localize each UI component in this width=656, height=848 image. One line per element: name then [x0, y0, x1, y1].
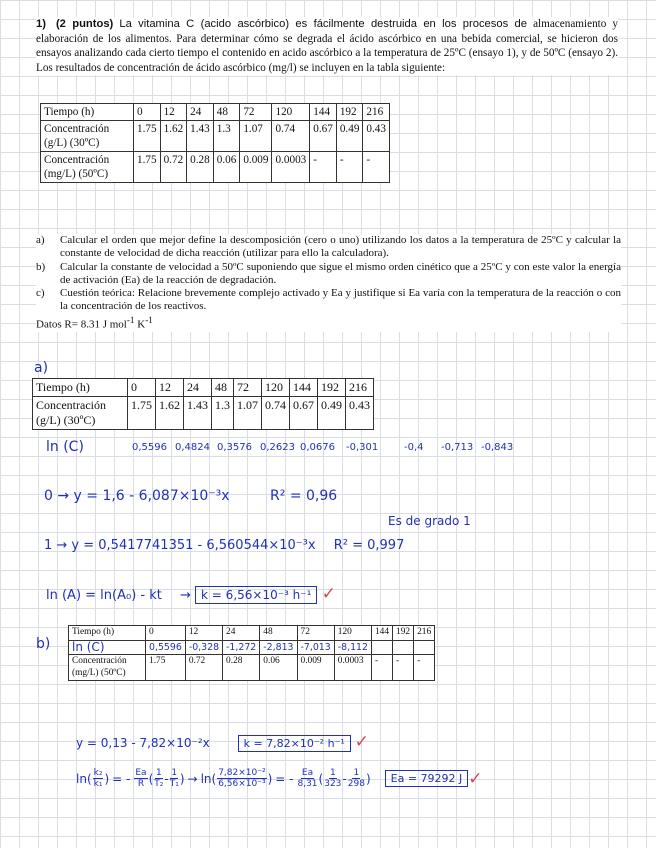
k-result-box-a: k = 6,56×10⁻³ h⁻¹ [195, 586, 317, 604]
k-result-box-b: k = 7,82×10⁻² h⁻¹ [238, 735, 351, 752]
problem-intro: La vitamina C (acido ascórbico) es fácilmente destruida en los procesos de [119, 18, 527, 30]
order0-fit: 0 → y = 1,6 - 6,087×10⁻³x R² = 0,96 [44, 488, 338, 504]
question-b: b) Calcular la constante de velocidad a 50ºC suponiendo que sigue el mismo orden cinético que a 25ºC y con este valor la energía de activación (Ea) de la reacción de degradación. [36, 260, 621, 286]
question-list [36, 234, 621, 332]
answer-a-table [32, 378, 374, 430]
ln-label: ln (C) [46, 439, 84, 455]
answer-b-label: b) [36, 636, 51, 652]
table-row: Tiempo (h) 0 12 24 48 72 120 144 192 216 [69, 626, 435, 641]
constants-line: Datos R= 8.31 J mol$^{-1}$ $K^{-1}$ [36, 314, 153, 331]
check-mark-icon: ✓ [321, 584, 336, 604]
question-c: c) Cuestión teórica: Relacione brevemente complejo activado y Ea y justifique si Ea varía con la temperatura de la reacción o con la concentración de los reactivos. [36, 287, 621, 313]
answer-a-label: a) [34, 360, 49, 376]
table-row: Tiempo (h) 0 12 24 48 72 120 144 192 216 [41, 104, 390, 121]
table-row: Concentración (g/L) (30ºC) 1.75 1.62 1.43 1.3 1.07 0.74 0.67 0.49 0.43 [33, 397, 374, 430]
data-table [40, 103, 390, 183]
order1-fit: 1 → y = 0,5417741351 - 6,560544×10⁻³x R² = 0,997 [44, 538, 405, 553]
table-row: ln (C) 0,5596 -0,328 -1,272 -2,813 -7,013 -8,112 [69, 640, 435, 655]
question-a: a) Calcular el orden que mejor define la descomposición (cero o uno) utilizando los datos a la temperatura de 25ºC y calcular la constante de velocidad de dicha reacción (utilizar para ello la calculadora). [36, 234, 621, 260]
ea-result-box: Ea = 79292 J [385, 770, 469, 787]
check-mark-icon: ✓ [468, 768, 483, 789]
problem-points: (2 puntos) [55, 18, 114, 30]
arrhenius-equation: ln ( $\frac{\text{k₂}}{\text{k₁}}$ ) = - $\frac{Ea}{R}$ ( $\frac{1}{\text{T₂}}$ - $\frac{1}{\text{T₁}}$ ) → ln ( $\frac{\text{7,82×10⁻²}}{\text{6,56×10⁻³}}$ ) = - $\frac{Ea}{8,31}$ ( $\frac{1}{323}$ - $\frac{1}{298}$ ) Ea = 79292 J ✓ [76, 768, 483, 789]
check-mark-icon: ✓ [354, 732, 369, 752]
problem-statement [36, 17, 618, 75]
ln-values-row: ln (C) 0,5596 0,4824 0,3576 0,2623 0,0676 -0,301 -0,4 -0,713 -0,843 [46, 439, 514, 455]
answer-b-fit: y = 0,13 - 7,82×10⁻²x k = 7,82×10⁻² h⁻¹ ✓ [76, 732, 369, 752]
table-row: Concentración (g/L) (30ºC) 1.75 1.62 1.43 1.3 1.07 0.74 0.67 0.49 0.43 [41, 121, 390, 152]
table-row: Concentración (mg/L) (50ºC) 1.75 0.72 0.28 0.06 0.009 0.0003 - - - [69, 655, 435, 681]
problem-body: almacenamiento y elaboración de los alimentos. Para determinar cómo se degrada el ácido ascórbico en una bebida comercial, se hicieron dos ensayos analizando cada cierto tiempo el contenido en acido ascórbico a la temperatura de 25ºC (ensayo 1), y de 50ºC (ensayo 2). Los resultados de concentración de ácido ascórbico (mg/l) se incluyen en la tabla siguiente: [36, 18, 619, 74]
table-row: Concentración (mg/L) (50ºC) 1.75 0.72 0.28 0.06 0.009 0.0003 - - - [41, 152, 390, 183]
order-conclusion: Es de grado 1 [388, 514, 471, 528]
first-order-law: ln (A) = ln(A₀) - kt → k = 6,56×10⁻³ h⁻¹ ✓ [46, 584, 336, 604]
problem-number: 1) [36, 18, 46, 30]
table-row: Tiempo (h) 0 12 24 48 72 120 144 192 216 [33, 379, 374, 397]
answer-b-table [68, 625, 435, 681]
